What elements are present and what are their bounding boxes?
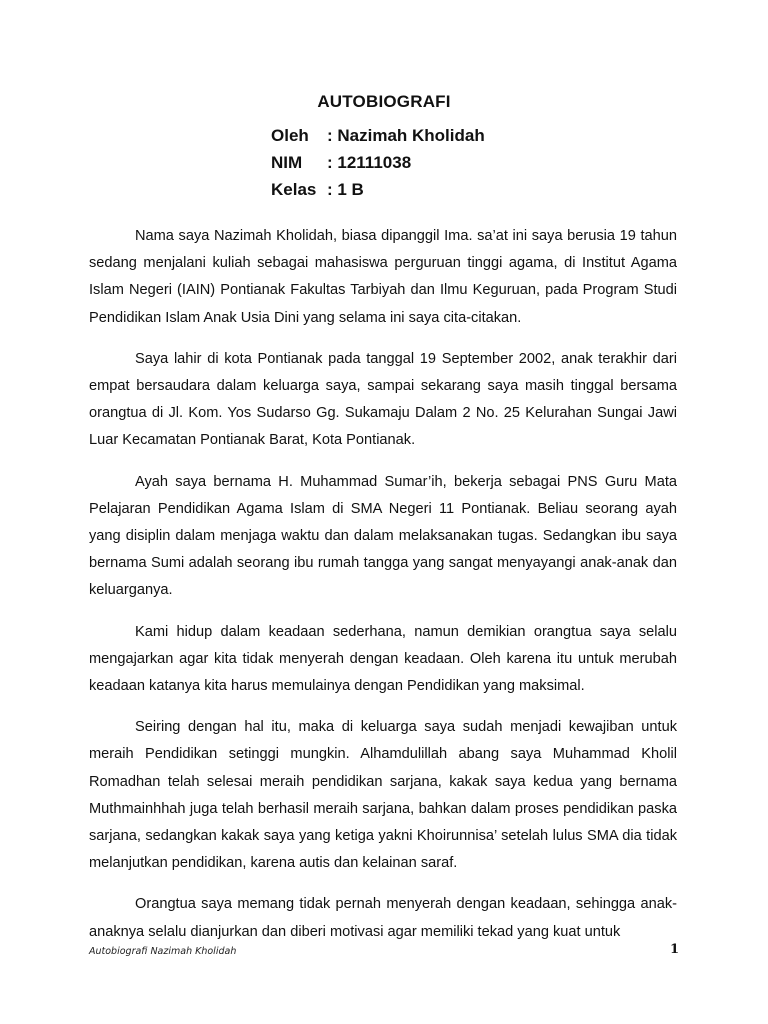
class-value: : 1 B [327, 180, 364, 199]
class-label: Kelas [271, 180, 317, 199]
paragraph-6: Orangtua saya memang tidak pernah menyerah dengan keadaan, sehingga anak-anaknya selalu dianjurkan dan diberi motivasi agar memiliki tekad yang kuat untuk [89, 896, 677, 940]
page-footer [89, 942, 679, 962]
nim-value: : 12111038 [327, 153, 412, 172]
paragraph-5: Seiring dengan hal itu, maka di keluarga saya sudah menjadi kewajiban untuk meraih Pendidikan setinggi mungkin. Alhamdulillah abang saya Muhammad Kholil Romadhan telah selesai meraih pendidikan sarjana, kakak saya kedua yang bernama Muthmainhhah juga telah berhasil meraih sarjana, bahkan dalam proses pendidikan paska sarjana, sedangkan kakak saya yang ketiga yakni Khoirunnisa’ setelah lulus SMA dia tidak melanjutkan pendidikan, karena autis dan kelainan saraf. [89, 719, 677, 872]
paragraph-3: Ayah saya bernama H. Muhammad Sumar’ih, bekerja sebagai PNS Guru Mata Pelajaran Pendidikan Agama Islam di SMA Negeri 11 Pontianak. Beliau seorang ayah yang disiplin dalam menjaga waktu dan dalam melaksanakan tugas. Sedangkan ibu saya bernama Sumi adalah seorang ibu rumah tangga yang sangat menyayangi anak-anak dan keluarganya. [89, 473, 677, 599]
paragraph-4: Kami hidup dalam keadaan sederhana, namun demikian orangtua saya selalu mengajarkan agar kita tidak menyerah dengan keadaan. Oleh karena itu untuk merubah keadaan katanya kita harus memulainya dengan Pendidikan yang maksimal. [89, 623, 677, 695]
document-title-text: AUTOBIOGRAFI [317, 92, 451, 111]
author-info-row-name [271, 122, 485, 149]
author-label: Oleh [271, 126, 309, 145]
paragraph-2: Saya lahir di kota Pontianak pada tanggal 19 September 2002, anak terakhir dari empat bersaudara dalam keluarga saya, sampai sekarang saya masih tinggal bersama orangtua di Jl. Kom. Yos Sudarso Gg. Sukamaju Dalam 2 No. 25 Kelurahan Sungai Jawi Luar Kecamatan Pontianak Barat, Kota Pontianak. [89, 350, 677, 449]
page-number: 1 [669, 942, 679, 957]
nim-label: NIM [271, 153, 303, 172]
document-body [89, 223, 677, 960]
document-title [0, 92, 768, 112]
author-info-row-nim [271, 149, 485, 176]
footer-text: Autobiografi Nazimah Kholidah [89, 946, 237, 957]
author-info [271, 122, 485, 203]
author-info-row-class [271, 176, 485, 203]
paragraph-1: Nama saya Nazimah Kholidah, biasa dipanggil Ima. sa’at ini saya berusia 19 tahun sedang menjalani kuliah sebagai mahasiswa perguruan tinggi agama, di Institut Agama Islam Negeri (IAIN) Pontianak Fakultas Tarbiyah dan Ilmu Keguruan, pada Program Studi Pendidikan Islam Anak Usia Dini yang selama ini saya cita-citakan. [89, 228, 677, 326]
author-value: : Nazimah Kholidah [327, 126, 485, 145]
